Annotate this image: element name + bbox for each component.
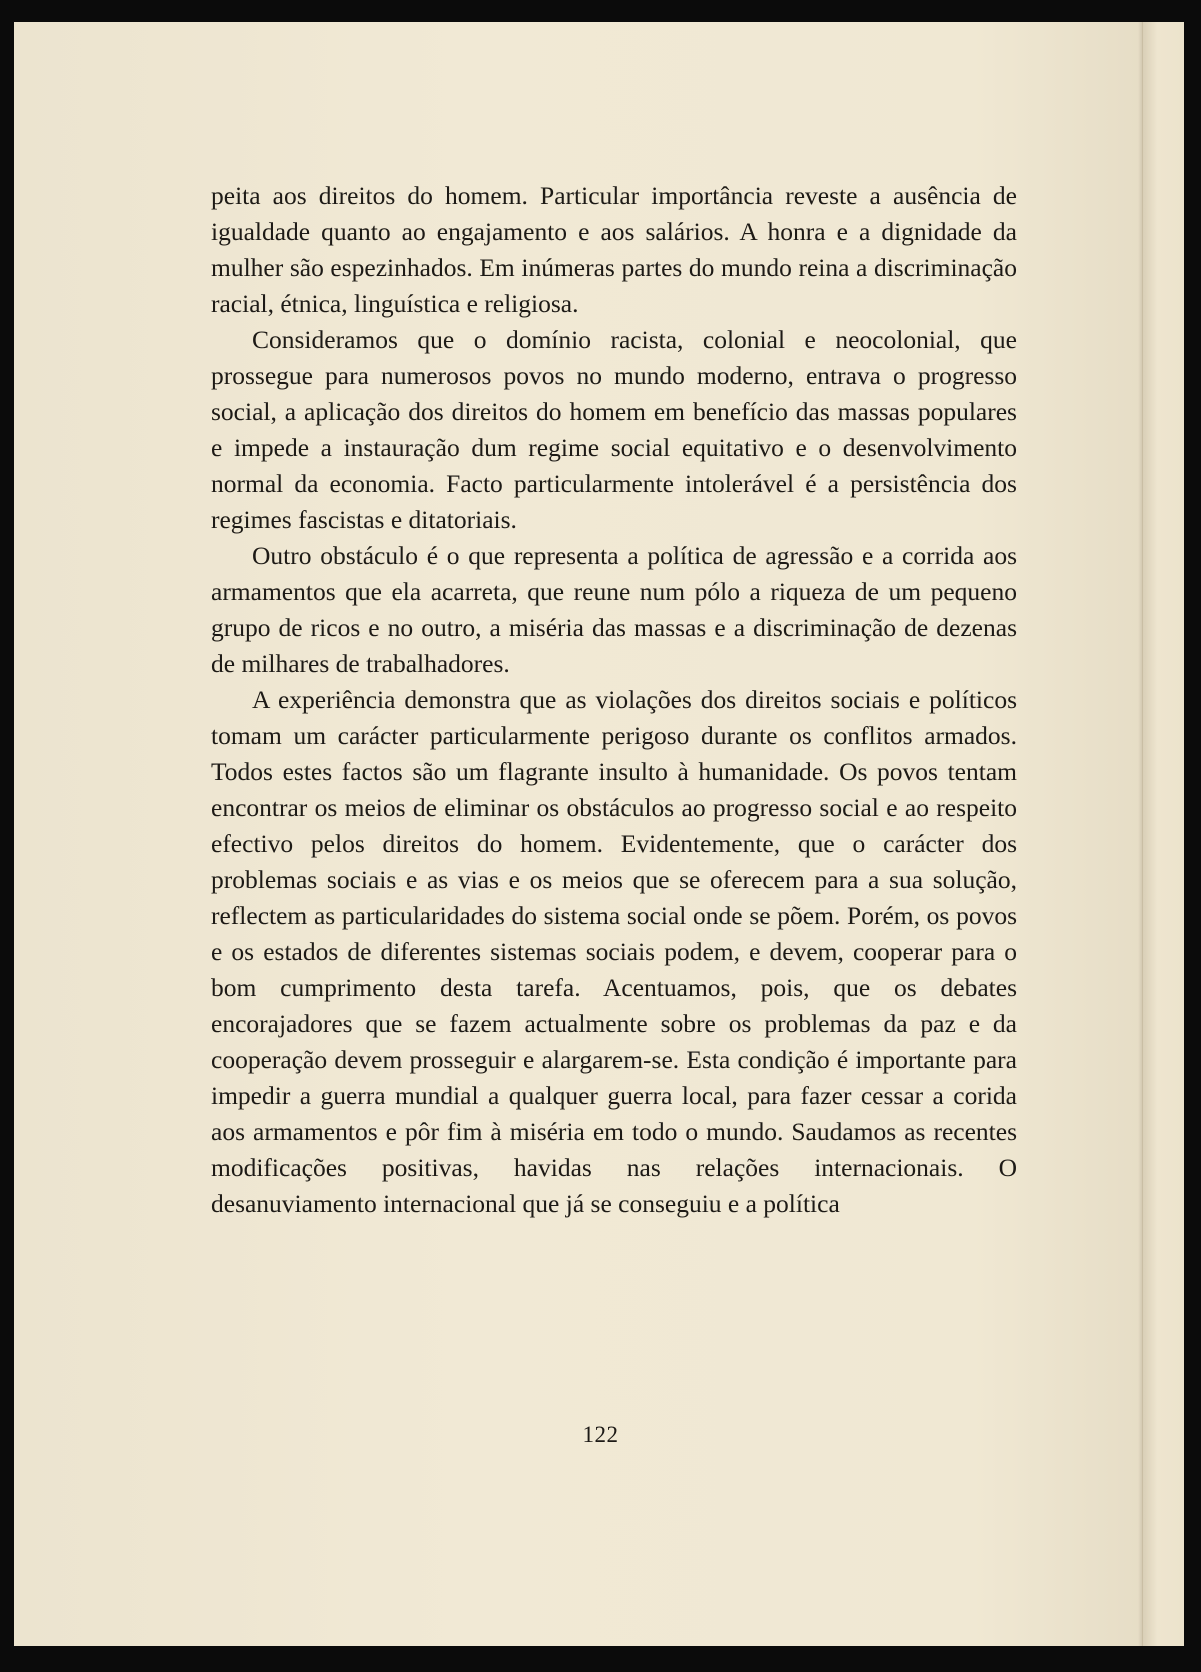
page-number: 122: [582, 1422, 619, 1447]
paragraph-1: peita aos direitos do homem. Particular importância reveste a ausência de igualdade quanto ao engajamento e aos salários. A honra e a dignidade da mulher são espezinhados. Em inúmeras partes do mundo reina a discriminação racial, étnica, linguística e religiosa.: [211, 181, 1017, 318]
paragraph-4: A experiência demonstra que as violações dos direitos sociais e políticos tomam um carácter particularmente perigoso durante os conflitos armados. Todos estes factos são um flagrante insulto à humanidade. Os povos tentam encontrar os meios de eliminar os obstáculos ao progresso social e ao respeito efectivo pelos direitos do homem. Evidentemente, que o carácter dos problemas sociais e as vias e os meios que se oferecem para a sua solução, reflectem as particularidades do sistema social onde se põem. Porém, os povos e os estados de diferentes sistemas sociais podem, e devem, cooperar para o bom cumprimento desta tarefa. Acentuamos, pois, que os debates encorajadores que se fazem actualmente sobre os problemas da paz e da cooperação devem prosseguir e alargarem-se. Esta condição é importante para impedir a guerra mundial a qualquer guerra local, para fazer cessar a corida aos armamentos e pôr fim à miséria em todo o mundo. Saudamos as recentes modificações positivas, havidas nas relações internacionais. O desanuviamento internacional que já se conseguiu e a política: [211, 685, 1017, 1218]
paragraph-2: Consideramos que o domínio racista, colonial e neocolonial, que prossegue para numerosos povos no mundo moderno, entrava o progresso social, a aplicação dos direitos do homem em benefício das massas populares e impede a instauração dum regime social equitativo e o desenvolvimento normal da economia. Facto particularmente intolerável é a persistência dos regimes fascistas e ditatoriais.: [211, 325, 1017, 534]
next-page-edge: [1142, 22, 1184, 1646]
body-text: [211, 178, 1017, 1222]
paragraph-3: Outro obstáculo é o que representa a política de agressão e a corrida aos armamentos que ela acarreta, que reune num pólo a riqueza de um pequeno grupo de ricos e no outro, a miséria das massas e a discriminação de dezenas de milhares de trabalhadores.: [211, 541, 1017, 678]
